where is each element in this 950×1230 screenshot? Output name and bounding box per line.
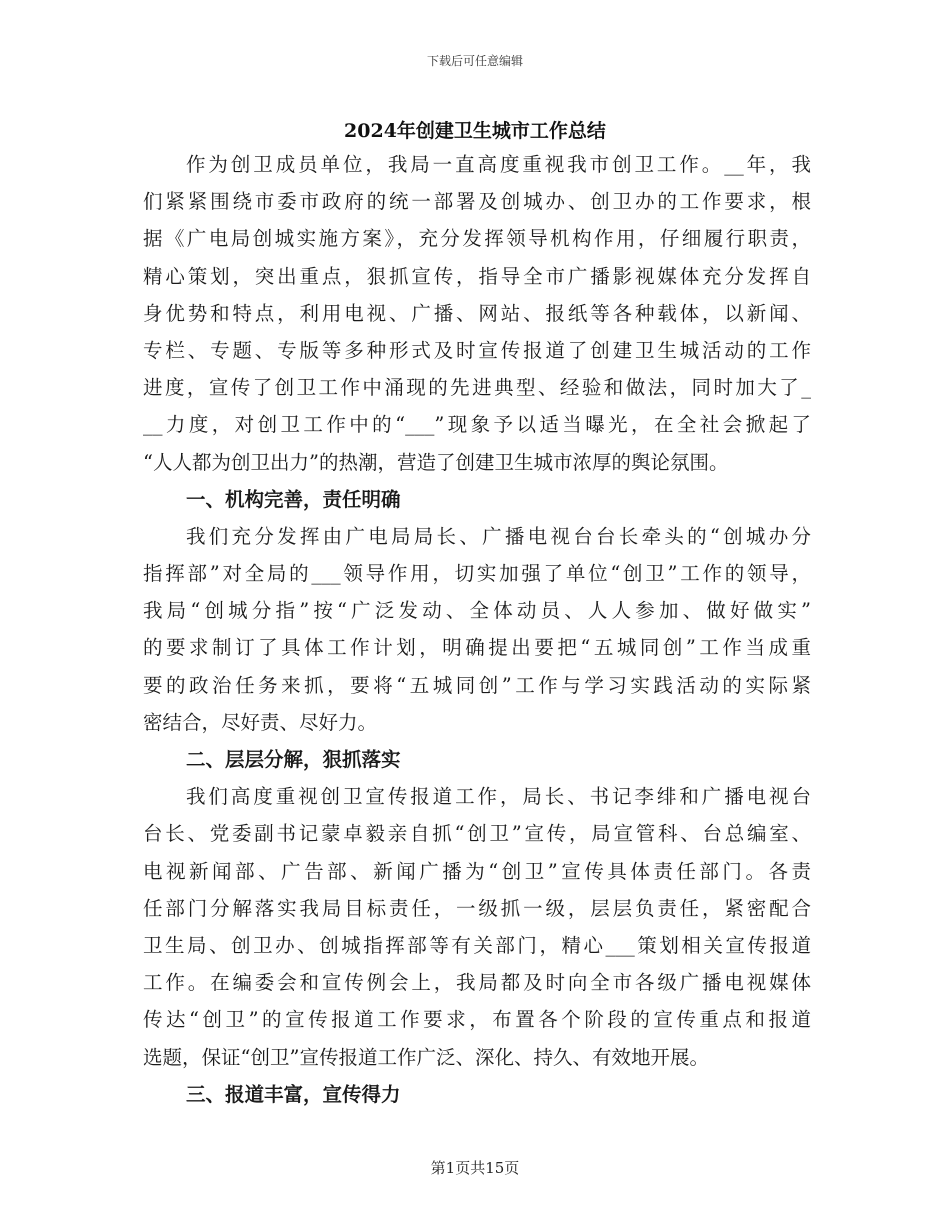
paragraph-line: 专栏、专题、专版等多种形式及时宣传报道了创建卫生城活动的工作 xyxy=(143,338,811,362)
paragraph-line: 电视新闻部、广告部、新闻广播为“创卫”宣传具体责任部门。各责 xyxy=(143,859,811,883)
document-title: 2024年创建卫生城市工作总结 xyxy=(344,120,606,142)
paragraph-line: 选题，保证“创卫”宣传报道工作广泛、深化、持久、有效地开展。 xyxy=(143,1045,709,1069)
paragraph-line: 我们充分发挥由广电局局长、广播电视台台长牵头的“创城办分 xyxy=(186,524,811,548)
page-number: 第1页共15页 xyxy=(430,1159,520,1177)
section-heading-2: 二、层层分解，狠抓落实 xyxy=(186,748,401,771)
paragraph-line: 台长、党委副书记蒙卓毅亲自抓“创卫”宣传，局宣管科、台总编室、 xyxy=(143,822,811,846)
paragraph-line: 的要求制订了具体工作计划，明确提出要把“五城同创”工作当成重 xyxy=(143,636,811,660)
document-body xyxy=(143,146,811,1113)
paragraph-intro xyxy=(143,146,811,481)
paragraph-line: 作为创卫成员单位，我局一直高度重视我市创卫工作。__年，我 xyxy=(186,153,811,176)
paragraph-line: 要的政治任务来抓，要将“五城同创”工作与学习实践活动的实际紧 xyxy=(143,673,811,697)
section-heading-1: 一、机构完善，责任明确 xyxy=(186,487,401,511)
paragraph-line: 我们高度重视创卫宣传报道工作，局长、书记李绯和广播电视台 xyxy=(186,785,811,809)
paragraph-line: 进度，宣传了创卫工作中涌现的先进典型、经验和做法，同时加大了_ xyxy=(143,376,811,400)
paragraph-line: 据《广电局创城实施方案》，充分发挥领导机构作用，仔细履行职责， xyxy=(143,227,811,251)
paragraph-line: 们紧紧围绕市委市政府的统一部署及创城办、创卫办的工作要求，根 xyxy=(143,190,811,214)
paragraph-section-2 xyxy=(143,778,811,1076)
paragraph-line: __力度，对创卫工作中的“___”现象予以适当曝光，在全社会掀起了 xyxy=(143,413,811,437)
paragraph-line: 密结合，尽好责、尽好力。 xyxy=(143,710,378,734)
paragraph-line: 工作。在编委会和宣传例会上，我局都及时向全市各级广播电视媒体 xyxy=(143,971,811,995)
section-heading-3: 三、报道丰富，宣传得力 xyxy=(186,1082,401,1106)
paragraph-line: “人人都为创卫出力”的热潮，营造了创建卫生城市浓厚的舆论氛围。 xyxy=(143,450,729,474)
paragraph-line: 卫生局、创卫办、创城指挥部等有关部门，精心___策划相关宣传报道 xyxy=(143,933,811,957)
paragraph-line: 精心策划，突出重点，狠抓宣传，指导全市广播影视媒体充分发挥自 xyxy=(143,264,811,288)
paragraph-line: 传达“创卫”的宣传报道工作要求，布置各个阶段的宣传重点和报道 xyxy=(143,1008,811,1032)
paragraph-line: 任部门分解落实我局目标责任，一级抓一级，层层负责任，紧密配合 xyxy=(143,896,811,920)
page-header: 下载后可任意编辑 xyxy=(426,54,523,68)
paragraph-line: 身优势和特点，利用电视、广播、网站、报纸等各种载体，以新闻、 xyxy=(143,301,811,325)
paragraph-line: 我局“创城分指”按“广泛发动、全体动员、人人参加、做好做实” xyxy=(143,599,811,623)
paragraph-section-1 xyxy=(143,518,811,741)
paragraph-line: 指挥部”对全局的___领导作用，切实加强了单位“创卫”工作的领导， xyxy=(143,562,811,586)
